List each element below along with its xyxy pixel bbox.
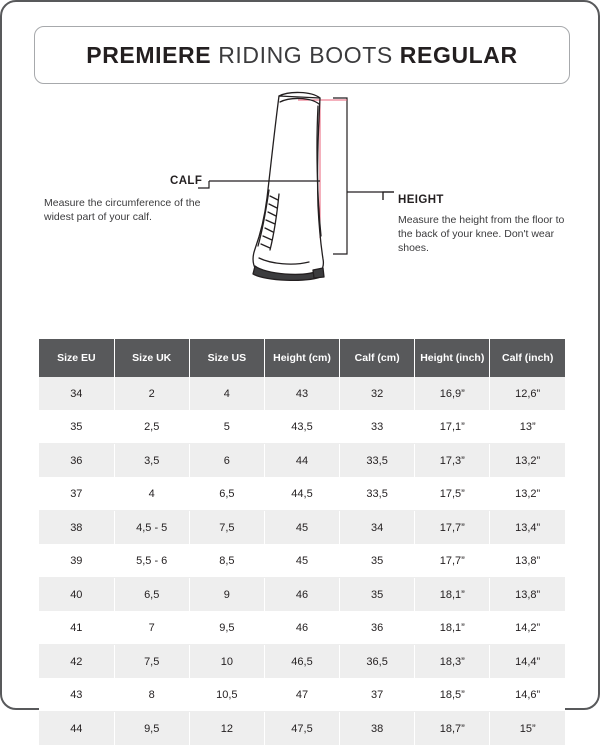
height-label: HEIGHT (398, 194, 444, 206)
cell-height-cm: 45 (264, 544, 339, 578)
cell-size-uk: 3,5 (114, 444, 189, 478)
title-middle: RIDING BOOTS (211, 42, 400, 68)
cell-size-us: 8,5 (189, 544, 264, 578)
cell-size-uk: 4 (114, 477, 189, 511)
cell-size-us: 10,5 (189, 678, 264, 712)
cell-calf-inch: 13,4” (490, 511, 565, 545)
cell-height-cm: 46 (264, 611, 339, 645)
cell-calf-inch: 14,4” (490, 645, 565, 679)
col-calf-inch: Calf (inch) (490, 339, 565, 377)
cell-height-cm: 45 (264, 511, 339, 545)
cell-calf-cm: 35 (340, 578, 415, 612)
cell-height-inch: 17,5” (415, 477, 490, 511)
cell-calf-cm: 32 (340, 377, 415, 410)
cell-height-inch: 17,7” (415, 544, 490, 578)
cell-size-eu: 37 (39, 477, 114, 511)
cell-size-us: 7,5 (189, 511, 264, 545)
cell-height-inch: 17,1” (415, 410, 490, 444)
cell-size-eu: 35 (39, 410, 114, 444)
cell-calf-cm: 35 (340, 544, 415, 578)
table-row (39, 712, 565, 745)
cell-size-eu: 36 (39, 444, 114, 478)
cell-size-eu: 39 (39, 544, 114, 578)
cell-size-eu: 43 (39, 678, 114, 712)
cell-height-cm: 47 (264, 678, 339, 712)
cell-height-inch: 18,5” (415, 678, 490, 712)
cell-size-us: 6,5 (189, 477, 264, 511)
cell-height-cm: 46,5 (264, 645, 339, 679)
cell-height-inch: 18,3” (415, 645, 490, 679)
cell-calf-cm: 33,5 (340, 477, 415, 511)
col-height-inch: Height (inch) (415, 339, 490, 377)
cell-height-cm: 44,5 (264, 477, 339, 511)
cell-calf-cm: 36 (340, 611, 415, 645)
cell-calf-inch: 12,6” (490, 377, 565, 410)
cell-size-us: 10 (189, 645, 264, 679)
measurement-diagram (2, 86, 600, 324)
cell-size-eu: 41 (39, 611, 114, 645)
cell-size-eu: 40 (39, 578, 114, 612)
table-row (39, 645, 565, 679)
size-table-wrap (39, 339, 565, 745)
cell-size-uk: 5,5 - 6 (114, 544, 189, 578)
cell-height-inch: 18,7” (415, 712, 490, 745)
cell-calf-inch: 13,2” (490, 444, 565, 478)
cell-calf-cm: 33,5 (340, 444, 415, 478)
cell-calf-inch: 14,2” (490, 611, 565, 645)
cell-size-us: 12 (189, 712, 264, 745)
cell-height-cm: 47,5 (264, 712, 339, 745)
col-size-us: Size US (189, 339, 264, 377)
size-table (39, 339, 565, 745)
cell-calf-inch: 13” (490, 410, 565, 444)
riding-boot-icon (217, 86, 387, 286)
table-row (39, 444, 565, 478)
cell-height-cm: 43,5 (264, 410, 339, 444)
calf-label: CALF (170, 175, 202, 187)
cell-size-eu: 44 (39, 712, 114, 745)
page-title (86, 42, 517, 69)
cell-calf-cm: 34 (340, 511, 415, 545)
table-row (39, 611, 565, 645)
cell-size-uk: 8 (114, 678, 189, 712)
table-row (39, 377, 565, 410)
height-description: Measure the height from the floor to the back of your knee. Don't wear shoes. (398, 213, 568, 255)
table-row (39, 544, 565, 578)
col-height-cm: Height (cm) (264, 339, 339, 377)
cell-size-uk: 6,5 (114, 578, 189, 612)
table-row (39, 511, 565, 545)
cell-calf-inch: 13,8” (490, 578, 565, 612)
table-row (39, 477, 565, 511)
col-calf-cm: Calf (cm) (340, 339, 415, 377)
cell-size-uk: 7,5 (114, 645, 189, 679)
title-box (34, 26, 570, 84)
cell-size-us: 6 (189, 444, 264, 478)
title-brand: PREMIERE (86, 42, 211, 68)
cell-calf-inch: 15” (490, 712, 565, 745)
cell-size-eu: 42 (39, 645, 114, 679)
cell-size-us: 9,5 (189, 611, 264, 645)
cell-size-us: 9 (189, 578, 264, 612)
cell-height-cm: 43 (264, 377, 339, 410)
title-variant: REGULAR (400, 42, 518, 68)
cell-size-uk: 7 (114, 611, 189, 645)
table-header-row (39, 339, 565, 377)
cell-height-cm: 44 (264, 444, 339, 478)
cell-height-cm: 46 (264, 578, 339, 612)
cell-size-us: 5 (189, 410, 264, 444)
calf-description: Measure the circumference of the widest part of your calf. (44, 196, 209, 224)
table-row (39, 410, 565, 444)
table-row (39, 578, 565, 612)
cell-calf-inch: 14,6” (490, 678, 565, 712)
cell-calf-cm: 37 (340, 678, 415, 712)
cell-size-eu: 38 (39, 511, 114, 545)
cell-size-uk: 2 (114, 377, 189, 410)
cell-calf-cm: 36,5 (340, 645, 415, 679)
col-size-eu: Size EU (39, 339, 114, 377)
cell-height-inch: 18,1” (415, 578, 490, 612)
table-row (39, 678, 565, 712)
cell-size-eu: 34 (39, 377, 114, 410)
cell-calf-cm: 38 (340, 712, 415, 745)
cell-height-inch: 16,9” (415, 377, 490, 410)
cell-calf-cm: 33 (340, 410, 415, 444)
cell-height-inch: 17,3” (415, 444, 490, 478)
cell-size-uk: 2,5 (114, 410, 189, 444)
cell-height-inch: 18,1” (415, 611, 490, 645)
cell-height-inch: 17,7” (415, 511, 490, 545)
cell-size-us: 4 (189, 377, 264, 410)
table-body (39, 377, 565, 745)
col-size-uk: Size UK (114, 339, 189, 377)
cell-calf-inch: 13,8” (490, 544, 565, 578)
cell-calf-inch: 13,2” (490, 477, 565, 511)
cell-size-uk: 4,5 - 5 (114, 511, 189, 545)
cell-size-uk: 9,5 (114, 712, 189, 745)
